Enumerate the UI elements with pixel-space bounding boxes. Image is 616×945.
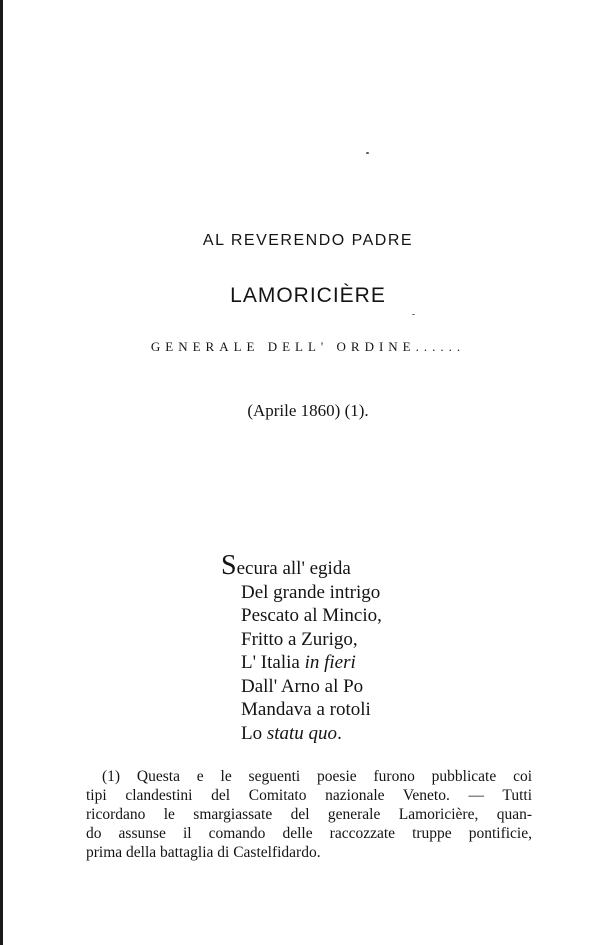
poem-line [221, 675, 382, 699]
poem-line-text: Del grande intrigo [241, 581, 381, 603]
dedication-line: AL REVERENDO PADRE [202, 232, 414, 249]
poem-line-text: Fritto a Zurigo, [241, 628, 358, 650]
poem-line [221, 722, 382, 746]
poem-italic-phrase: statu quo [266, 722, 338, 744]
poem-line [221, 698, 382, 722]
poem-date: (Aprile 1860) (1). [247, 401, 369, 420]
ink-speck [412, 314, 415, 315]
poem-line-text: ecura all' egida [236, 558, 351, 579]
poem-line-text: Lo [241, 722, 267, 744]
dedication-subtitle: GENERALE DELL' ORDINE...... [150, 339, 466, 354]
footnote-line: ricordano le smargiassate del generale Lamoricière, quan- [86, 806, 532, 823]
poem-line-text: Pescato al Mincio, [241, 605, 382, 626]
ink-speck [366, 152, 369, 154]
poem-line-text: Mandava a rotoli [241, 699, 371, 720]
footnote-line: prima della battaglia di Castelfidardo. [86, 844, 321, 861]
poem-line-text: Dall' Arno al Po [241, 675, 364, 697]
footnote-line: tipi clandestini del Comitato nazionale Veneto. — Tutti [86, 787, 532, 804]
footnote-line: do assunse il comando delle raccozzate truppe pontificie, [86, 825, 532, 842]
poem-stanza [221, 550, 382, 745]
poem-line [221, 550, 382, 581]
poem-line-text: L' Italia [241, 652, 305, 673]
poem-line [221, 604, 382, 628]
drop-cap: S [221, 550, 237, 581]
poem-line [221, 581, 382, 605]
poem-italic-phrase: in fieri [304, 652, 356, 673]
footnote-line: (1) Questa e le seguenti poesie furono pubblicate coi [102, 768, 532, 785]
poem-line-text: . [337, 722, 342, 744]
footnote [86, 767, 532, 862]
page-edge-shadow [0, 0, 3, 945]
poem-line [221, 651, 382, 675]
dedicatee-name: LAMORICIÈRE [230, 284, 386, 307]
poem-line [221, 628, 382, 652]
